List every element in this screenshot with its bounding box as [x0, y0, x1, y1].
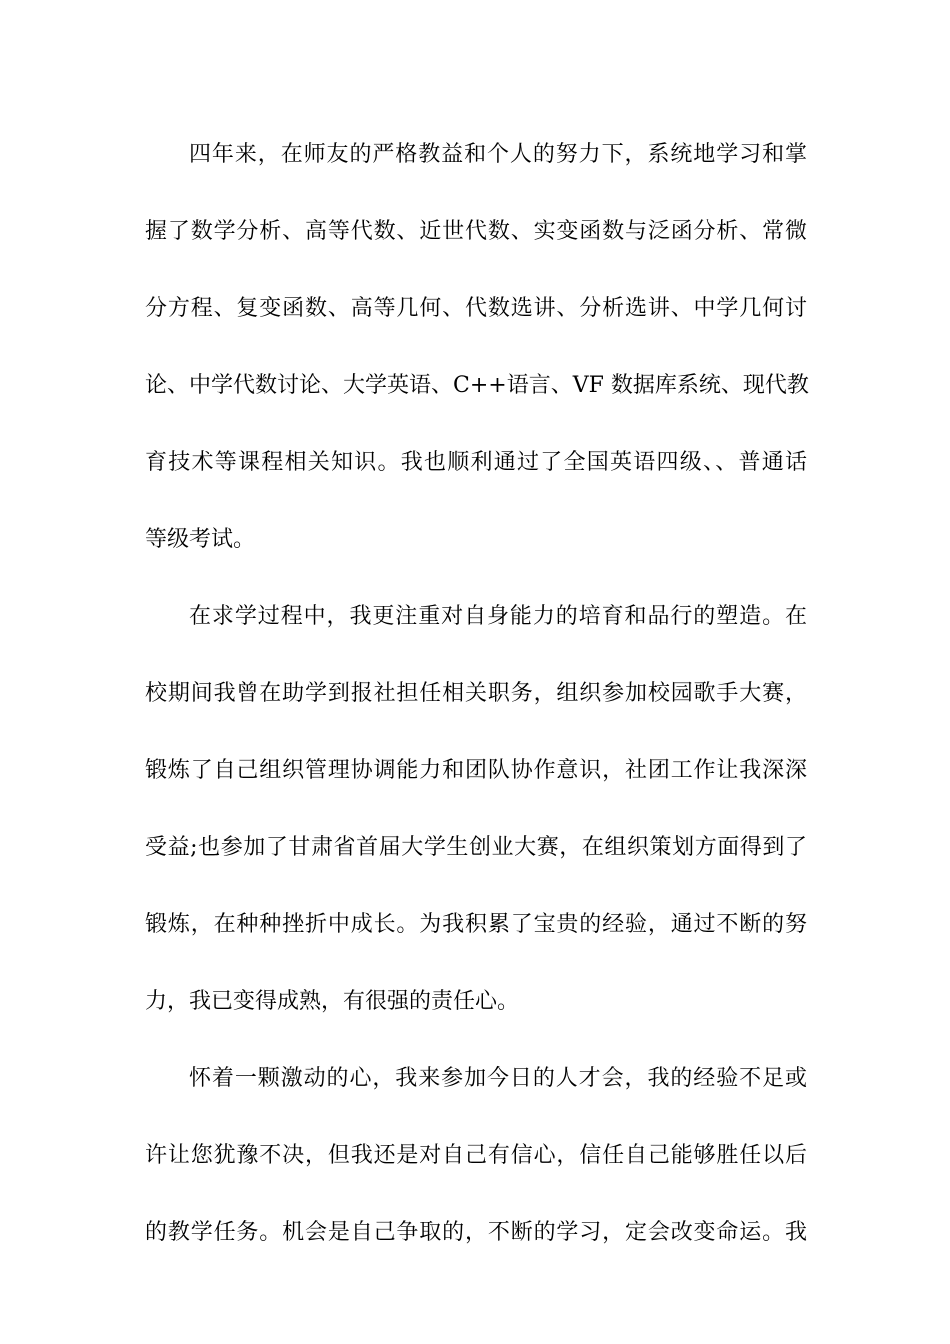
paragraph-1-line-4: 论、中学代数讨论、大学英语、C++语言、VF 数据库系统、现代教 — [145, 373, 809, 398]
paragraph-1-line-5: 育技术等课程相关知识。我也顺利通过了全国英语四级、、普通话 — [145, 450, 807, 475]
paragraph-3-line-3: 的教学任务。机会是自己争取的，不断的学习，定会改变命运。我 — [145, 1220, 807, 1245]
paragraph-1-line-2: 握了数学分析、高等代数、近世代数、实变函数与泛函分析、常微 — [145, 219, 807, 244]
paragraph-2-line-6: 力，我已变得成熟，有很强的责任心。 — [145, 989, 520, 1014]
paragraph-2-line-1: 在求学过程中，我更注重对自身能力的培育和品行的塑造。在 — [189, 604, 807, 629]
paragraph-3-line-1: 怀着一颗激动的心，我来参加今日的人才会，我的经验不足或 — [189, 1066, 807, 1091]
paragraph-2-line-4: 受益;也参加了甘肃省首届大学生创业大赛，在组织策划方面得到了 — [145, 835, 807, 860]
paragraph-2-line-2: 校期间我曾在助学到报社担任相关职务，组织参加校园歌手大赛， — [145, 681, 807, 706]
paragraph-3-line-2: 许让您犹豫不决，但我还是对自己有信心，信任自己能够胜任以后 — [145, 1143, 807, 1168]
document-body — [145, 133, 807, 1288]
paragraph-1-line-3: 分方程、复变函数、高等几何、代数选讲、分析选讲、中学几何讨 — [145, 296, 807, 321]
paragraph-2-line-3: 锻炼了自己组织管理协调能力和团队协作意识，社团工作让我深深 — [145, 758, 807, 783]
paragraph-2-line-5: 锻炼，在种种挫折中成长。为我积累了宝贵的经验，通过不断的努 — [145, 912, 807, 937]
paragraph-1-line-6: 等级考试。 — [145, 527, 256, 552]
paragraph-1-line-1: 四年来，在师友的严格教益和个人的努力下，系统地学习和掌 — [189, 142, 807, 167]
